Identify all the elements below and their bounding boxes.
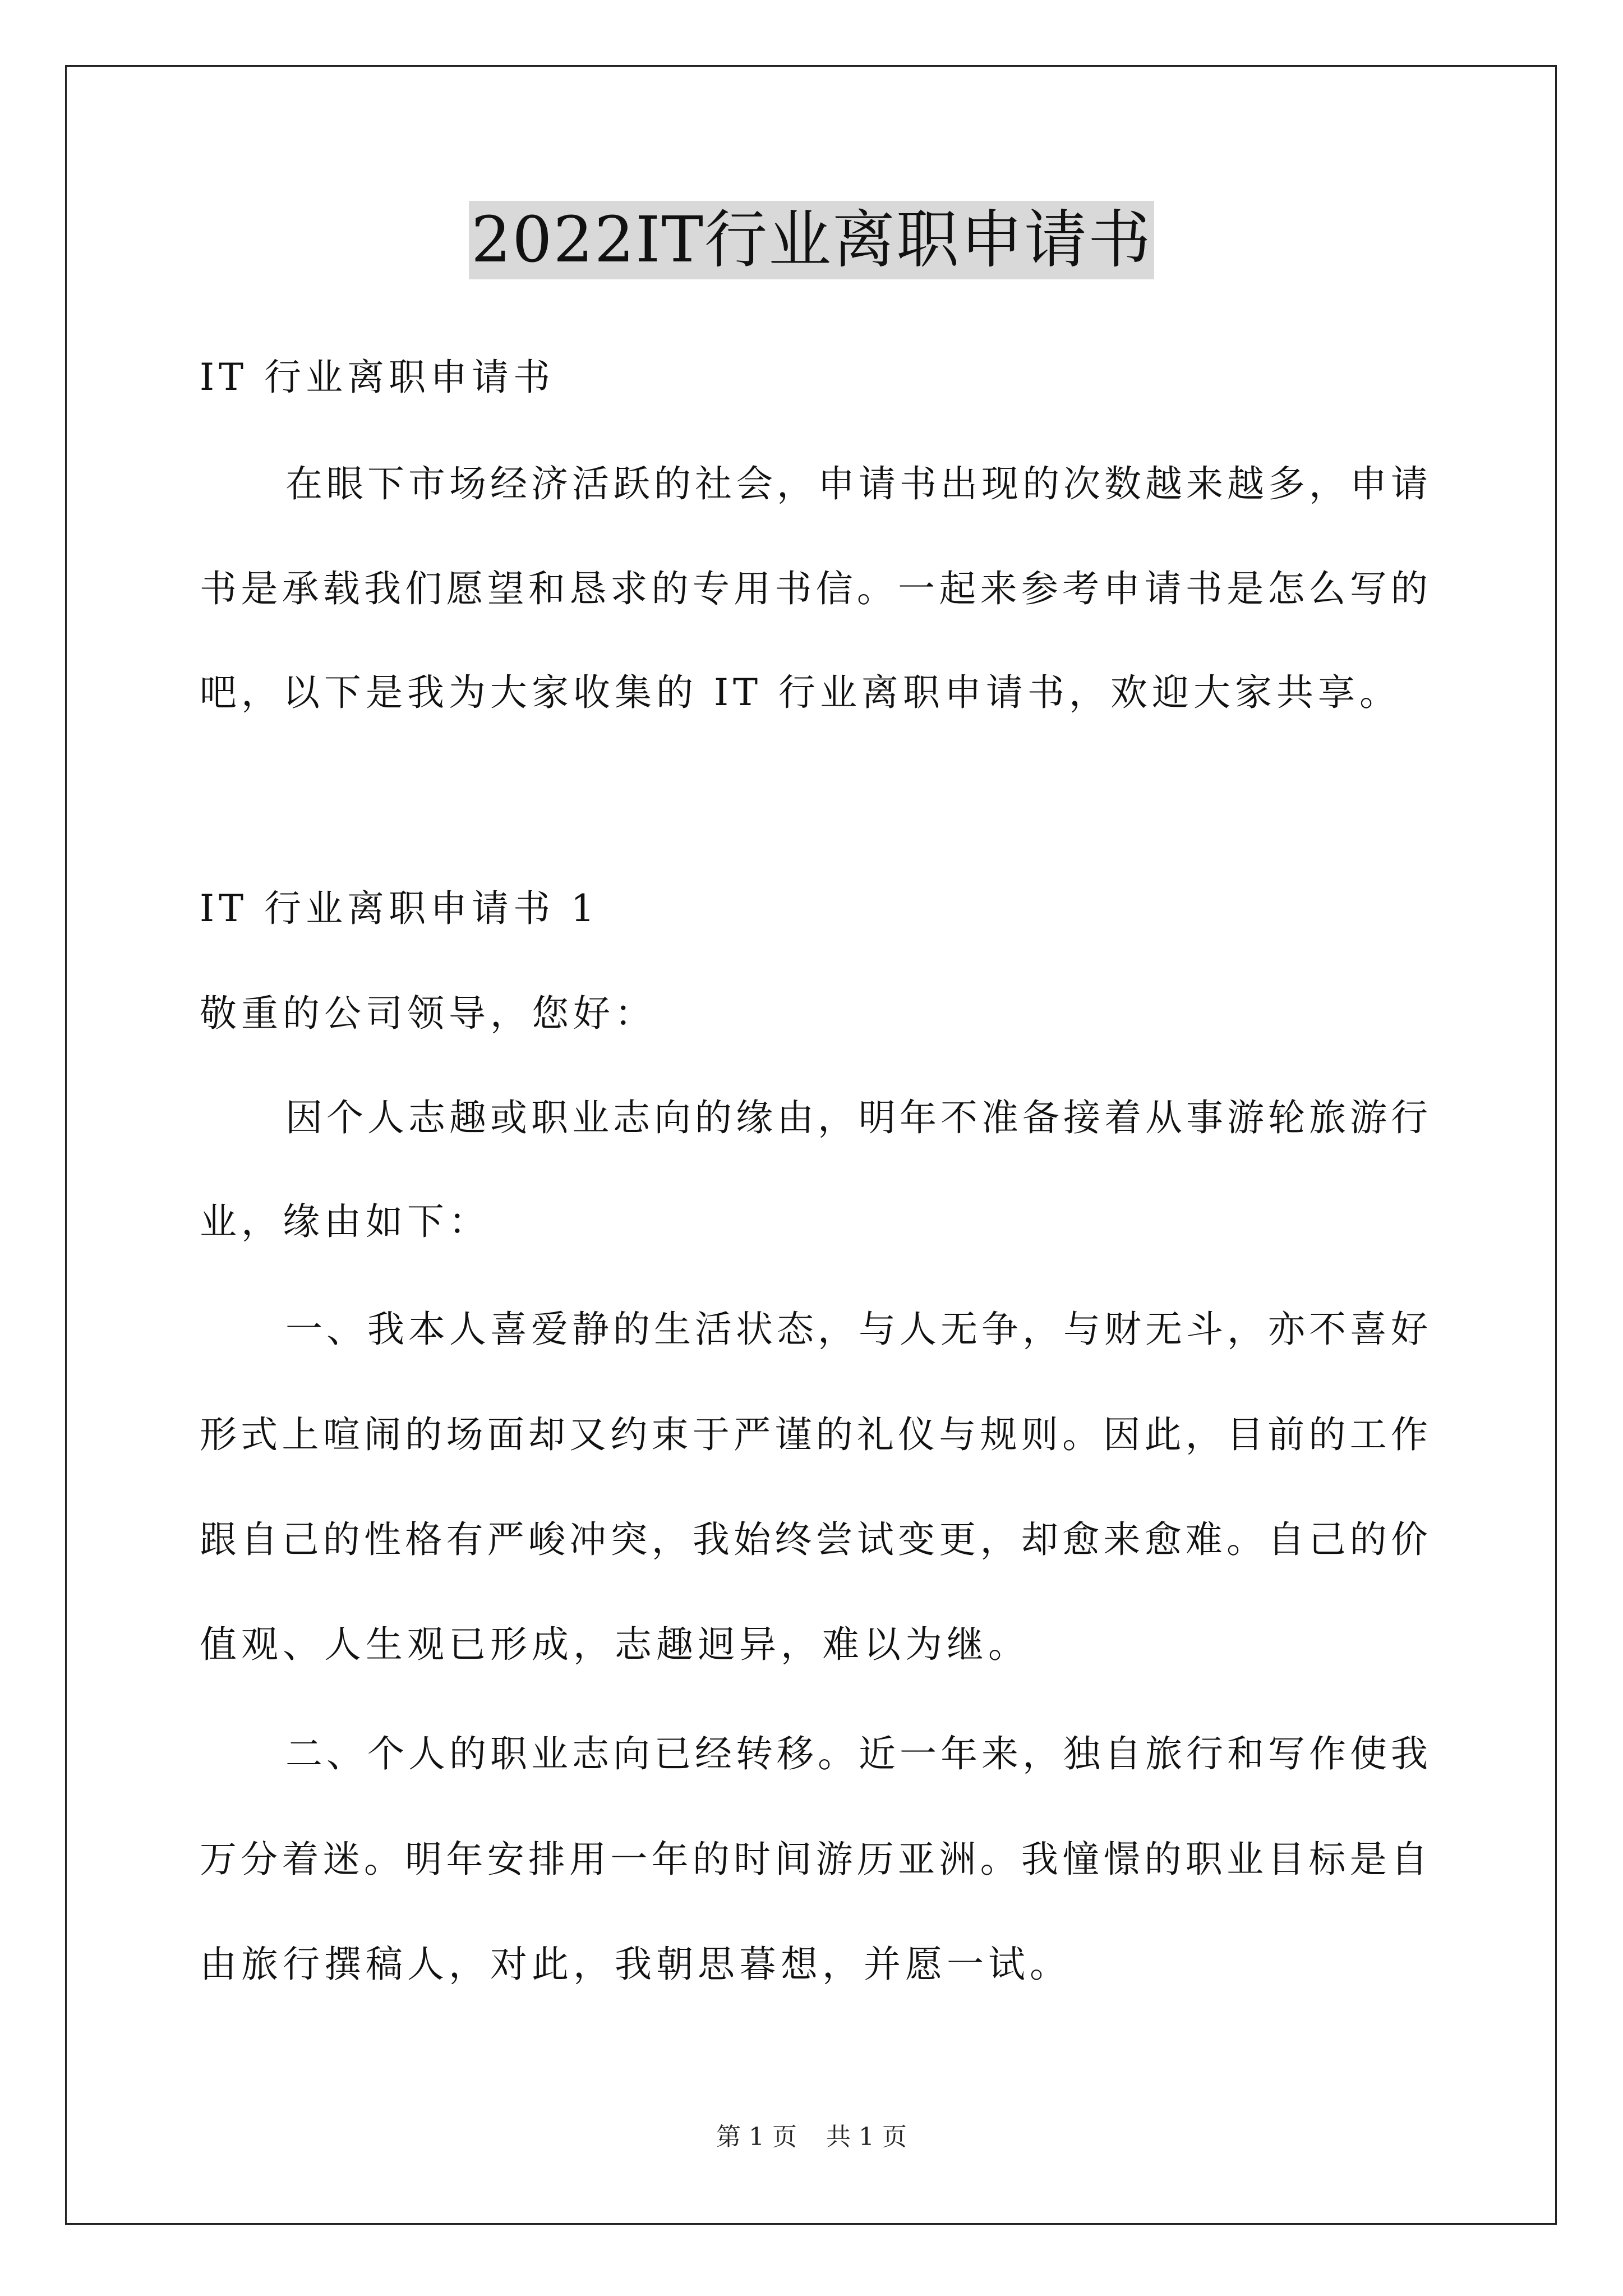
intro-line-1: 在眼下市场经济活跃的社会，申请书出现的次数越来越多，申请 <box>282 462 1428 505</box>
body-line-9: 由旅行撰稿人，对此，我朝思暮想，并愿一试。 <box>200 1943 1071 1986</box>
page-footer <box>0 2120 1623 2154</box>
body-line-8: 万分着迷。明年安排用一年的时间游历亚洲。我憧憬的职业目标是自 <box>200 1838 1428 1881</box>
title-container <box>0 201 1623 279</box>
salutation: 敬重的公司领导，您好： <box>200 992 656 1035</box>
page-number: 第 1 页 <box>716 2123 797 2151</box>
page-total: 共 1 页 <box>826 2123 907 2151</box>
body-line-5: 跟自己的性格有严峻冲突，我始终尝试变更，却愈来愈难。自己的价 <box>200 1518 1428 1561</box>
document-subtitle: IT 行业离职申请书 <box>200 356 555 399</box>
intro-line-3: 吧，以下是我为大家收集的 IT 行业离职申请书，欢迎大家共享。 <box>200 671 1401 714</box>
section-heading: IT 行业离职申请书 1 <box>200 887 600 930</box>
document-title: 2022IT行业离职申请书 <box>469 201 1154 279</box>
body-line-1: 因个人志趣或职业志向的缘由，明年不准备接着从事游轮旅游行 <box>282 1096 1428 1139</box>
body-line-4: 形式上喧闹的场面却又约束于严谨的礼仪与规则。因此，目前的工作 <box>200 1413 1428 1456</box>
intro-line-2: 书是承载我们愿望和恳求的专用书信。一起来参考申请书是怎么写的 <box>200 567 1428 610</box>
body-line-3: 一、我本人喜爱静的生活状态，与人无争，与财无斗，亦不喜好 <box>282 1308 1428 1351</box>
body-line-2: 业，缘由如下： <box>200 1200 490 1243</box>
body-line-7: 二、个人的职业志向已经转移。近一年来，独自旅行和写作使我 <box>282 1732 1428 1775</box>
body-line-6: 值观、人生观已形成，志趣迥异，难以为继。 <box>200 1623 1030 1666</box>
